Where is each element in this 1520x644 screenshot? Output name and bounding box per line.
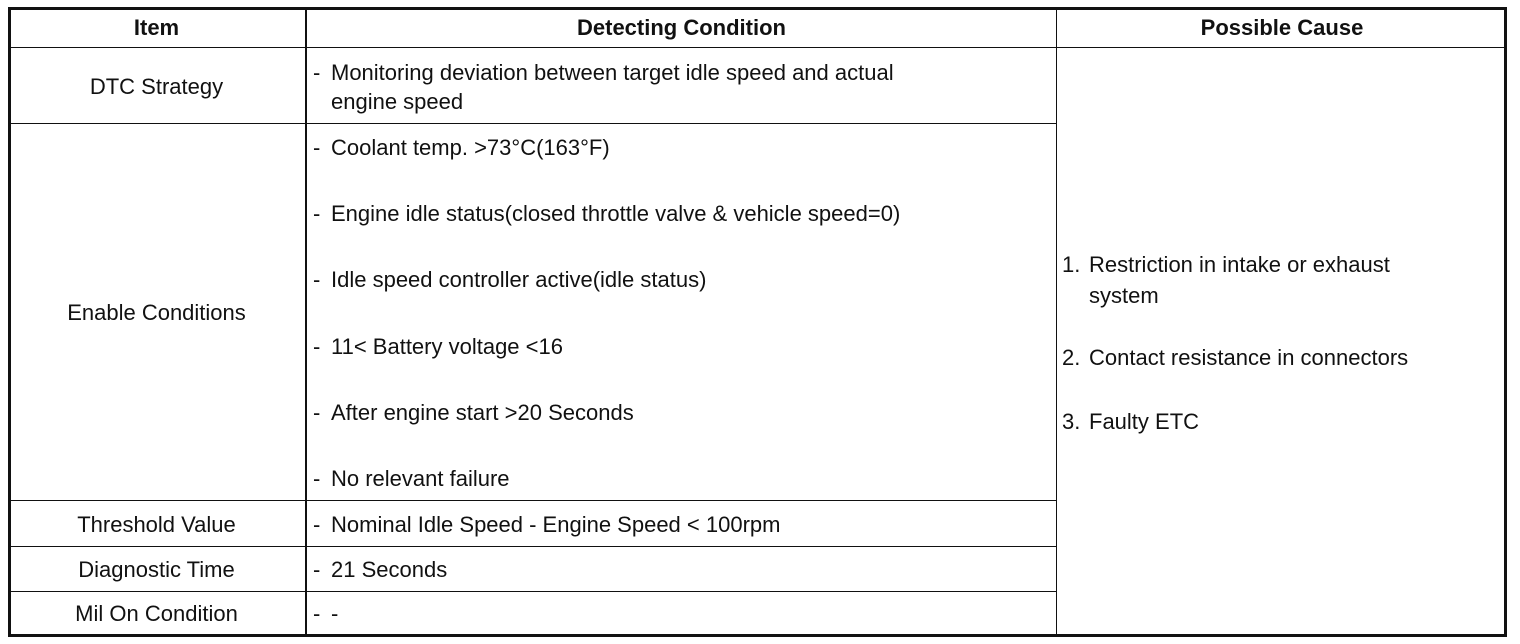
condition-dash: - bbox=[313, 60, 321, 85]
condition-text: Monitoring deviation between target idle speed and actual bbox=[331, 60, 894, 85]
item-diagnostic-time: Diagnostic Time bbox=[78, 557, 235, 582]
condition-dash: - bbox=[313, 512, 321, 537]
condition-text: Engine idle status(closed throttle valve & vehicle speed=0) bbox=[331, 201, 901, 226]
condition-dash: - bbox=[313, 601, 321, 626]
cause-text: system bbox=[1089, 283, 1159, 308]
column-divider bbox=[1056, 7, 1057, 637]
row-divider bbox=[8, 123, 1057, 124]
condition-text: engine speed bbox=[331, 89, 464, 114]
item-mil-on-condition: Mil On Condition bbox=[75, 601, 238, 626]
item-dtc-strategy: DTC Strategy bbox=[89, 74, 224, 99]
condition-dash: - bbox=[313, 135, 321, 160]
header-detecting-condition: Detecting Condition bbox=[577, 15, 786, 40]
cause-text: Faulty ETC bbox=[1089, 409, 1200, 434]
condition-dash: - bbox=[313, 557, 321, 582]
condition-dash: - bbox=[313, 267, 321, 292]
condition-text: - bbox=[331, 601, 339, 626]
cause-number: 3. bbox=[1062, 409, 1081, 434]
condition-text: 11< Battery voltage <16 bbox=[331, 334, 563, 359]
cause-number: 2. bbox=[1062, 345, 1081, 370]
header-divider bbox=[8, 47, 1507, 48]
condition-text: No relevant failure bbox=[331, 466, 510, 491]
condition-text: After engine start >20 Seconds bbox=[331, 400, 634, 425]
header-item: Item bbox=[133, 15, 180, 40]
item-enable-conditions: Enable Conditions bbox=[67, 300, 246, 325]
cause-number: 1. bbox=[1062, 252, 1081, 277]
condition-dash: - bbox=[313, 466, 321, 491]
column-divider bbox=[305, 7, 307, 637]
cause-text: Restriction in intake or exhaust bbox=[1089, 252, 1390, 277]
row-divider bbox=[8, 500, 1057, 501]
condition-text: Idle speed controller active(idle status) bbox=[331, 267, 707, 292]
condition-dash: - bbox=[313, 334, 321, 359]
row-divider bbox=[8, 546, 1057, 547]
condition-text: 21 Seconds bbox=[331, 557, 448, 582]
item-threshold-value: Threshold Value bbox=[77, 512, 236, 537]
condition-dash: - bbox=[313, 400, 321, 425]
row-divider bbox=[8, 591, 1057, 592]
cause-text: Contact resistance in connectors bbox=[1089, 345, 1409, 370]
condition-text: Nominal Idle Speed - Engine Speed < 100rpm bbox=[331, 512, 781, 537]
condition-text: Coolant temp. >73°C(163°F) bbox=[331, 135, 610, 160]
header-possible-cause: Possible Cause bbox=[1200, 15, 1364, 40]
condition-dash: - bbox=[313, 201, 321, 226]
